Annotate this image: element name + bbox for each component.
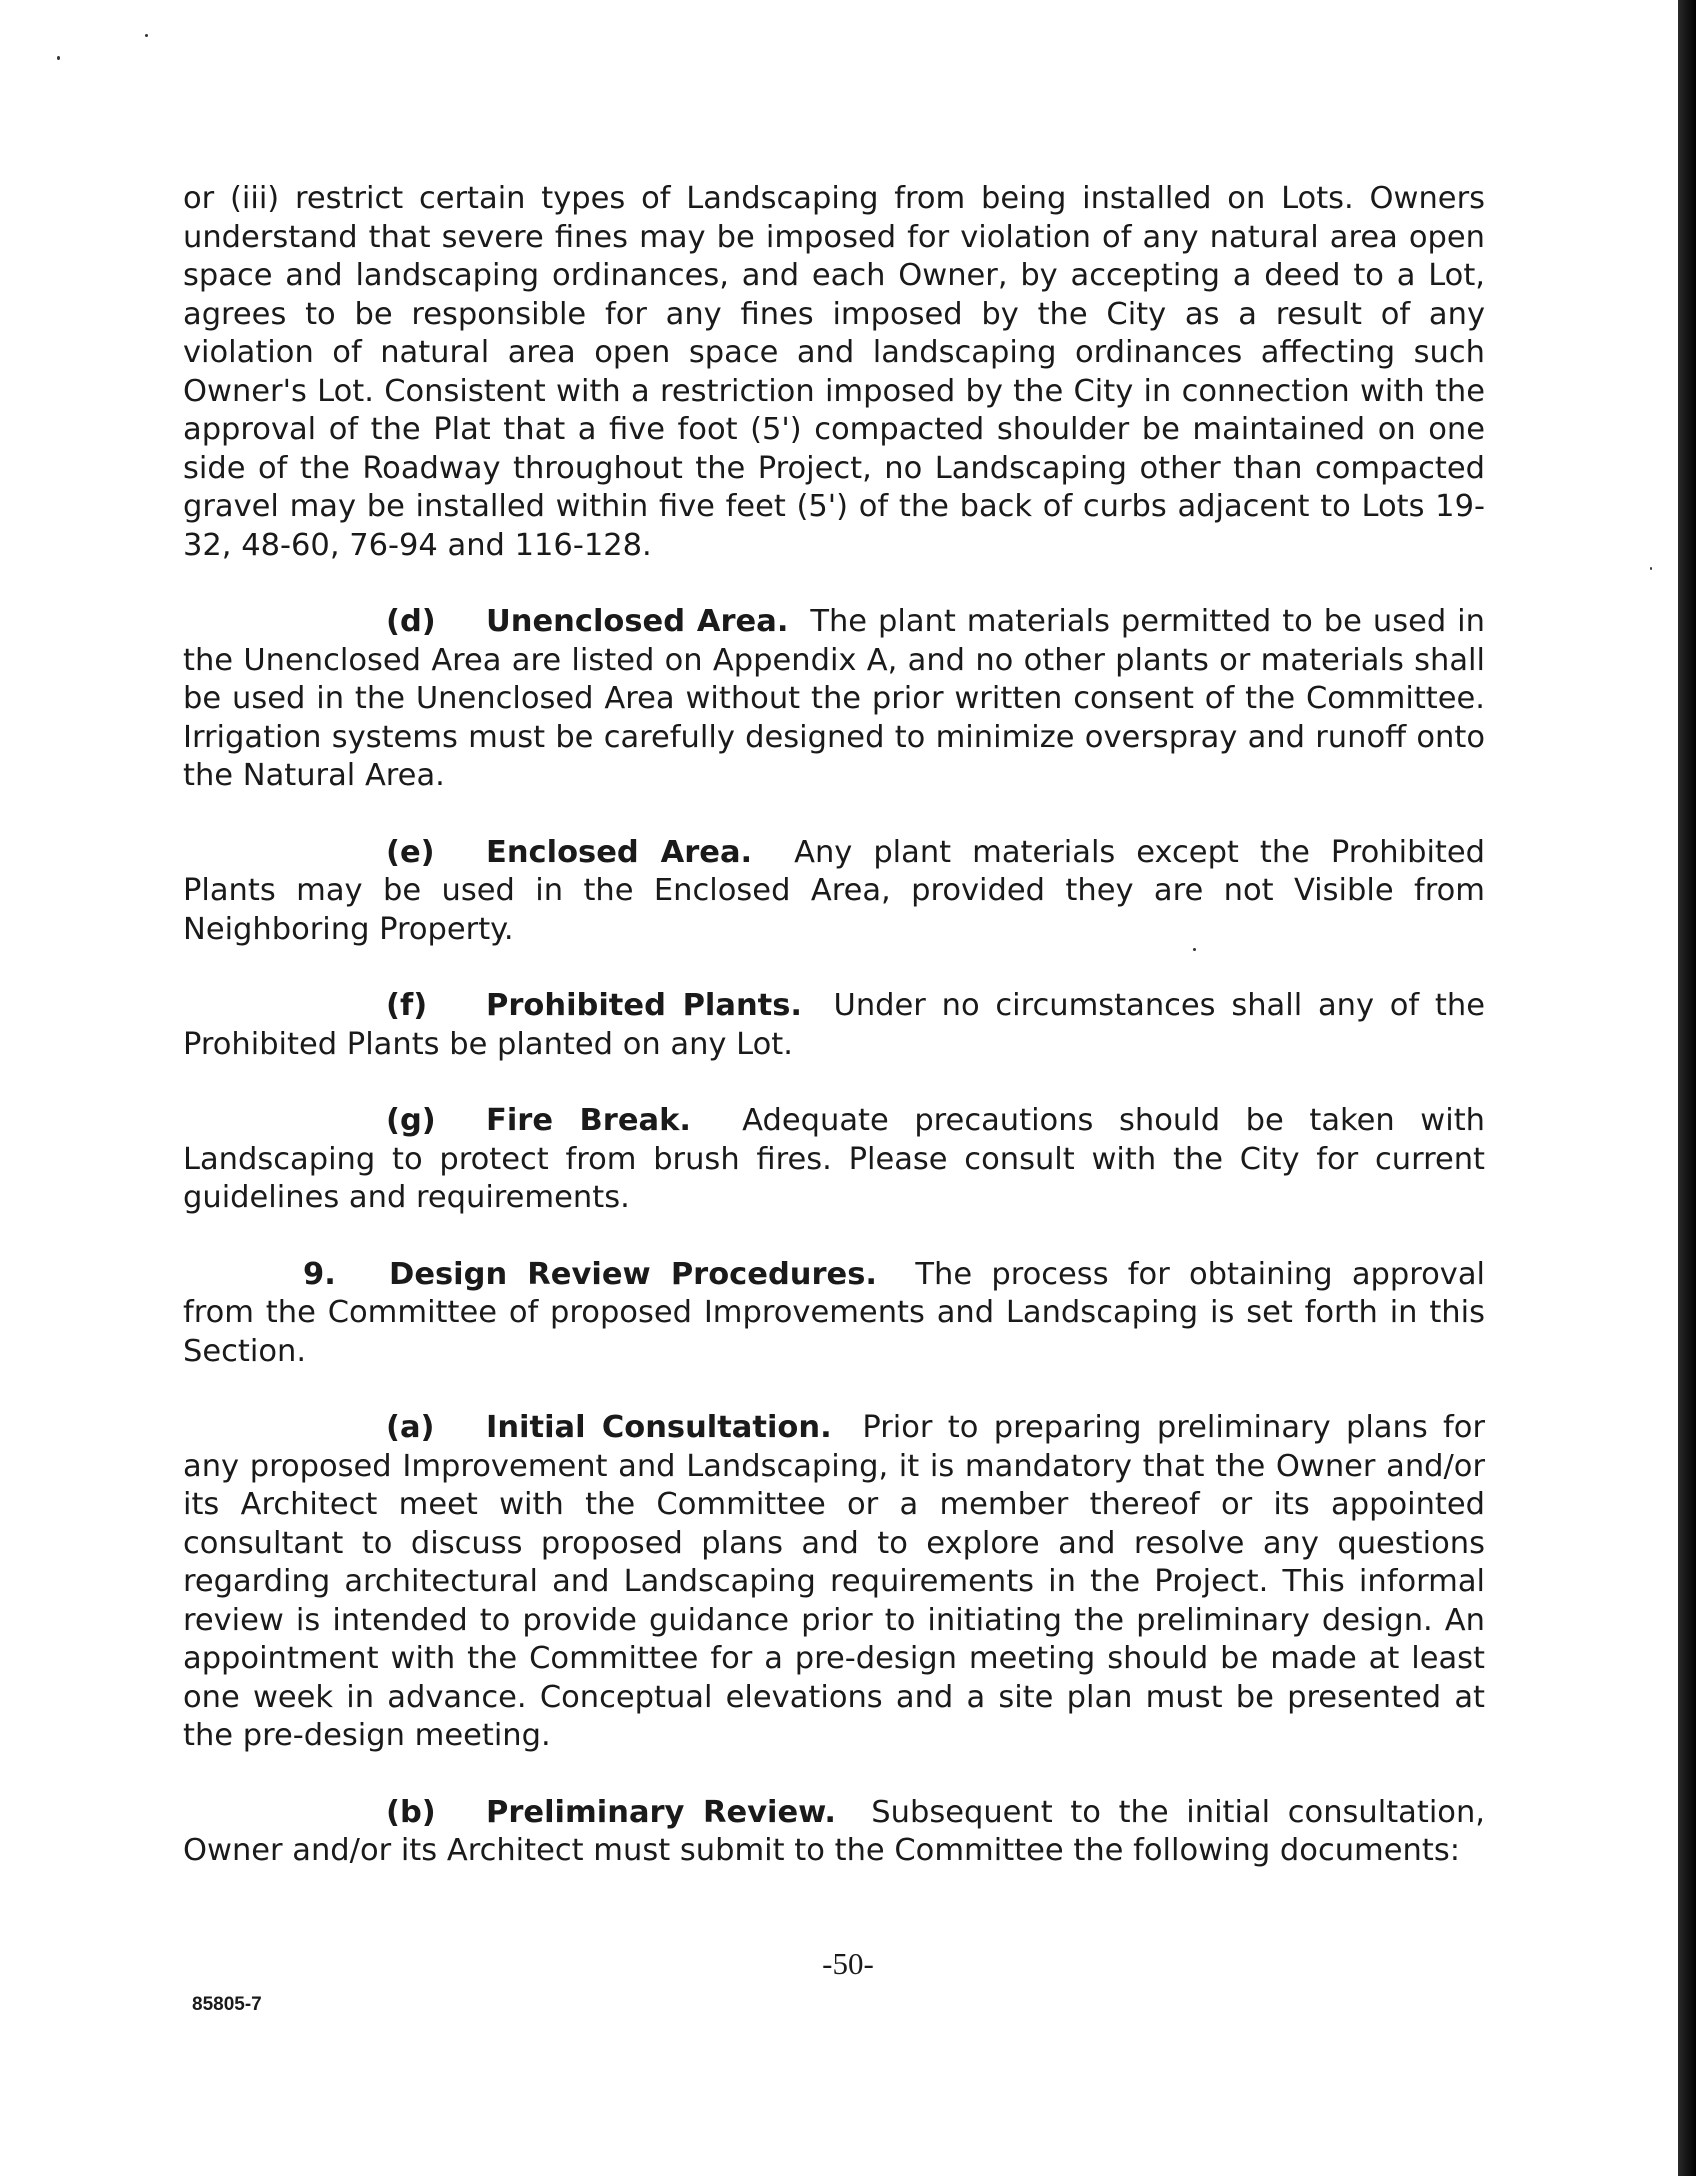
paragraph-f <box>183 987 1485 1064</box>
heading-prohibited-plants: Prohibited Plants. <box>486 988 803 1023</box>
heading-preliminary-review: Preliminary Review. <box>486 1794 836 1830</box>
scan-speck <box>145 34 148 37</box>
item-mark-f: (f) <box>386 988 428 1023</box>
page-number: -50- <box>822 1946 874 1981</box>
heading-fire-break: Fire Break. <box>486 1103 691 1138</box>
text-design-review-procedures: The process for obtaining approval from the Committee of proposed Improvements and Landscaping is set forth in this Section. <box>183 1256 1485 1369</box>
paragraph-a <box>183 1409 1485 1756</box>
section-number-9: 9. <box>303 1256 336 1292</box>
text-prohibited-plants: Under no circumstances shall any of the Prohibited Plants be planted on any Lot. <box>183 988 1485 1062</box>
paragraph-b <box>183 1794 1485 1871</box>
text-initial-consultation: Prior to preparing preliminary plans for any proposed Improvement and Landscaping, it is mandatory that the Owner and/or its Architect meet with the Committee or a member thereof or its appointed consultant to discuss proposed plans and to explore and resolve any questions regarding architectural and Landscaping requirements in the Project. This informal review is intended to provide guidance prior to initiating the preliminary design. An appointment with the Committee for a pre-design meeting should be made at least one week in advance. Conceptual elevations and a site plan must be presented at the pre-design meeting. <box>183 1410 1485 1753</box>
text-enclosed-area: Any plant materials except the Prohibited Plants may be used in the Enclosed Area, provided they are not Visible from Neighboring Property. <box>183 834 1486 947</box>
item-mark-b: (b) <box>386 1794 436 1830</box>
scan-speck <box>1650 567 1652 570</box>
paragraph-section-9 <box>183 1256 1485 1372</box>
paragraph-d <box>183 603 1485 796</box>
document-body <box>183 180 1485 1909</box>
text-preliminary-review: Subsequent to the initial consultation, Owner and/or its Architect must submit to the Committee the following documents: <box>183 1794 1485 1868</box>
scan-speck <box>57 56 60 60</box>
scan-edge <box>1678 0 1696 2176</box>
paragraph-intro: or (iii) restrict certain types of Landscaping from being installed on Lots. Owners understand that severe fines may be imposed for violation of any natural area open space and landscaping ordinances, and each Owner, by accepting a deed to a Lot, agrees to be responsible for any fines imposed by the City as a result of any violation of natural area open space and landscaping ordinances affecting such Owner's Lot. Consistent with a restriction imposed by the City in connection with the approval of the Plat that a five foot (5') compacted shoulder be maintained on one side of the Roadway throughout the Project, no Landscaping other than compacted gravel may be installed within five feet (5') of the back of curbs adjacent to Lots 19-32, 48-60, 76-94 and 116-128. <box>183 181 1485 563</box>
text-fire-break: Adequate precautions should be taken with Landscaping to protect from brush fires. Please consult with the City for current guidelines and requirements. <box>183 1103 1486 1215</box>
item-mark-d: (d) <box>386 604 436 639</box>
item-mark-g: (g) <box>386 1103 436 1138</box>
paragraph-g <box>183 1102 1485 1218</box>
paragraph-e <box>183 834 1485 950</box>
heading-enclosed-area: Enclosed Area. <box>486 834 753 870</box>
item-mark-a: (a) <box>386 1410 435 1445</box>
heading-initial-consultation: Initial Consultation. <box>486 1410 832 1445</box>
text-unenclosed-area: The plant materials permitted to be used in the Unenclosed Area are listed on Appendix A, and no other plants or materials shall be used in the Unenclosed Area without the prior written consent of the Committee. Irrigation systems must be carefully designed to minimize overspray and runoff onto the Natural Area. <box>183 604 1485 793</box>
heading-design-review-procedures: Design Review Procedures. <box>389 1256 877 1292</box>
heading-unenclosed-area: Unenclosed Area. <box>486 604 789 639</box>
item-mark-e: (e) <box>386 834 435 870</box>
document-code: 85805-7 <box>192 1994 262 2015</box>
